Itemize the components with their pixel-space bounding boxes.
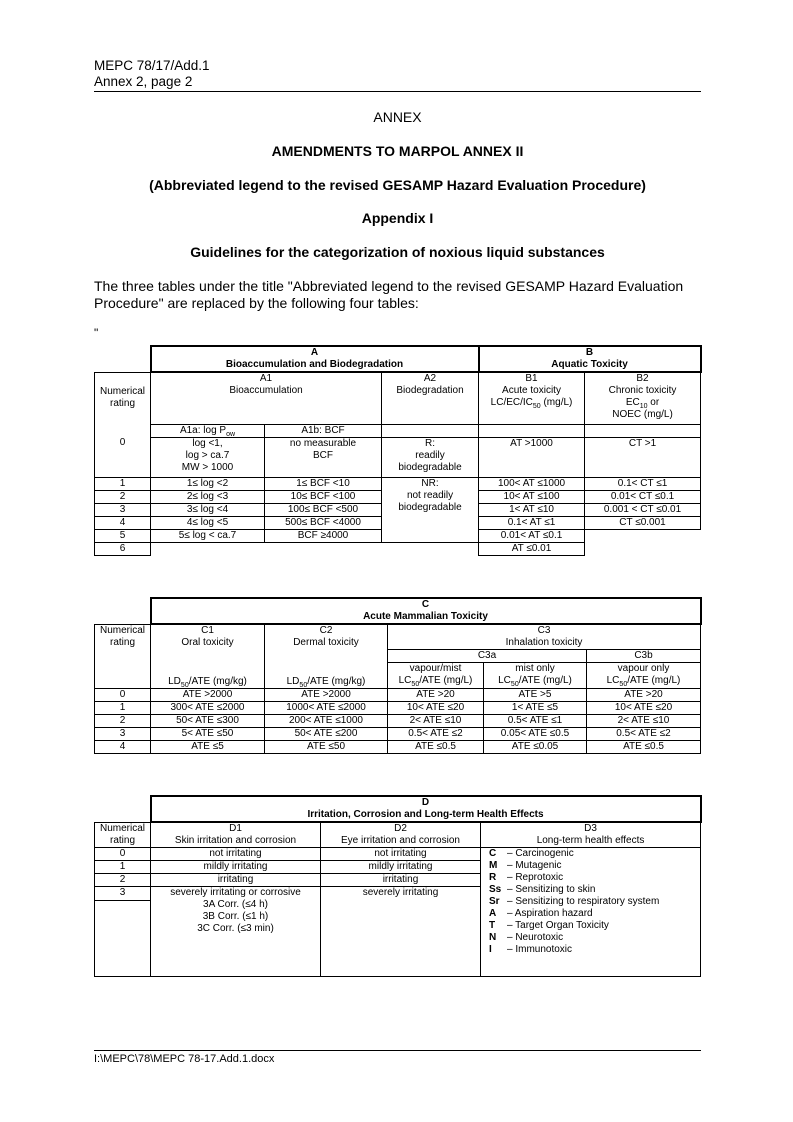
cell-d1: not irritating	[151, 848, 321, 861]
cell-d1: irritating	[151, 874, 321, 887]
cell-b1: 0.1< AT ≤1	[479, 516, 585, 529]
table-d	[94, 795, 702, 977]
header-d3: D3 Long-term health effects	[481, 822, 701, 848]
rating: 1	[95, 477, 151, 490]
cell-b1-0: AT >1000	[479, 437, 585, 477]
cell-c3b: 0.5< ATE ≤2	[587, 728, 701, 741]
effect-item: N – Neurotoxic	[489, 932, 564, 943]
cell-c1: ATE >2000	[151, 689, 265, 702]
rating-0: 0	[95, 437, 151, 477]
cell-c3a-mo: 0.05< ATE ≤0.5	[484, 728, 587, 741]
rating: 3	[95, 503, 151, 516]
cell-c3b: 10< ATE ≤20	[587, 702, 701, 715]
rating: 2	[95, 715, 151, 728]
cell-d2: not irritating	[321, 848, 481, 861]
cell-c2: 1000< ATE ≤2000	[265, 702, 388, 715]
header-c2-unit: $LD_{50}$/ATE (mg/kg)	[265, 650, 388, 689]
cell-d2: irritating	[321, 874, 481, 887]
cell-a1a: 4≤ log <5	[151, 516, 265, 529]
effect-item: Sr – Sensitizing to respiratory system	[489, 896, 660, 907]
cell-d1: mildly irritating	[151, 861, 321, 874]
cell-b2: 0.001 < CT ≤0.01	[585, 503, 701, 516]
numerical-rating-header: Numerical rating	[95, 822, 151, 848]
cell-a1a: 1≤ log <2	[151, 477, 265, 490]
header-c3: C3 Inhalation toxicity	[388, 624, 701, 650]
rating: 0	[95, 689, 151, 702]
header-a2: A2 Biodegradation	[382, 372, 479, 424]
effect-item: A – Aspiration hazard	[489, 908, 593, 919]
effect-item: T – Target Organ Toxicity	[489, 920, 609, 931]
cell-c1: 5< ATE ≤50	[151, 728, 265, 741]
cell-c3a-mo: ATE ≤0.05	[484, 741, 587, 754]
cell-a1b-0: no measurable BCF	[265, 437, 382, 477]
rating: 5	[95, 529, 151, 542]
cell-c1: ATE ≤5	[151, 741, 265, 754]
doc-ref: MEPC 78/17/Add.1	[94, 58, 210, 73]
rating: 1	[95, 702, 151, 715]
rating: 0	[95, 848, 151, 861]
header-a1: A1 Bioaccumulation	[151, 372, 382, 424]
cell-a1b: 1≤ BCF <10	[265, 477, 382, 490]
document-subtitle: (Abbreviated legend to the revised GESAMP Hazard Evaluation Procedure)	[149, 177, 646, 193]
cell-a1a: 3≤ log <4	[151, 503, 265, 516]
numerical-rating-header: Numerical rating	[95, 624, 151, 663]
quote-mark: "	[94, 326, 99, 340]
cell-a1b: 10≤ BCF <100	[265, 490, 382, 503]
header-b1: B1 Acute toxicity $LC/EC/IC_{50}$ (mg/L)	[479, 372, 585, 424]
header-rule	[94, 91, 701, 92]
appendix-title: Appendix I	[361, 210, 434, 226]
effect-item: M – Mutagenic	[489, 860, 562, 871]
cell-c3a-mo: ATE >5	[484, 689, 587, 702]
rating: 3	[95, 887, 151, 901]
effect-item: I – Immunotoxic	[489, 944, 573, 955]
header-c3b: C3b	[587, 650, 701, 663]
cell-c3b: ATE >20	[587, 689, 701, 702]
cell-c3b: ATE ≤0.5	[587, 741, 701, 754]
header-a1a: A1a: $\log P_{ow}$	[151, 424, 265, 437]
header-b2: B2 Chronic toxicity $EC_{10}$ or NOEC (mg/L)	[585, 372, 701, 424]
header-a: A Bioaccumulation and Biodegradation	[151, 346, 479, 372]
header-d: D Irritation, Corrosion and Long-term Health Effects	[151, 796, 701, 822]
cell-b1: 10< AT ≤100	[479, 490, 585, 503]
page-ref: Annex 2, page 2	[94, 74, 193, 89]
cell-a1b: BCF ≥4000	[265, 529, 382, 542]
cell-b2: CT ≤0.001	[585, 516, 701, 529]
cell-c1: 300< ATE ≤2000	[151, 702, 265, 715]
cell-b2-0: CT >1	[585, 437, 701, 477]
cell-b2: 0.01< CT ≤0.1	[585, 490, 701, 503]
cell-c1: 50< ATE ≤300	[151, 715, 265, 728]
header-c3a: C3a	[388, 650, 587, 663]
cell-c3a-mo: 0.5< ATE ≤1	[484, 715, 587, 728]
guidelines-title: Guidelines for the categorization of noxious liquid substances	[190, 244, 605, 260]
document-title: AMENDMENTS TO MARPOL ANNEX II	[271, 143, 524, 159]
header-b: B Aquatic Toxicity	[479, 346, 701, 372]
cell-c2: 50< ATE ≤200	[265, 728, 388, 741]
cell-c3a-vm: 2< ATE ≤10	[388, 715, 484, 728]
header-d1: D1 Skin irritation and corrosion	[151, 822, 321, 848]
cell-b1: 100< AT ≤1000	[479, 477, 585, 490]
header-c3a-vm: vapour/mist $LC_{50}$/ATE (mg/L)	[388, 663, 484, 689]
rating: 6	[95, 542, 151, 555]
rating: 2	[95, 874, 151, 887]
header-c3a-mo: mist only $LC_{50}$/ATE (mg/L)	[484, 663, 587, 689]
cell-d2-3: severely irritating	[321, 887, 481, 977]
cell-c3a-vm: ATE >20	[388, 689, 484, 702]
cell-c2: ATE >2000	[265, 689, 388, 702]
cell-d2: mildly irritating	[321, 861, 481, 874]
cell-a1a: 5≤ log < ca.7	[151, 529, 265, 542]
cell-c3a-vm: 10< ATE ≤20	[388, 702, 484, 715]
cell-b1: AT ≤0.01	[479, 542, 585, 555]
cell-a1b: 100≤ BCF <500	[265, 503, 382, 516]
rating: 3	[95, 728, 151, 741]
header-d2: D2 Eye irritation and corrosion	[321, 822, 481, 848]
cell-d3-list	[481, 848, 701, 977]
annex-label: ANNEX	[373, 109, 422, 125]
header-a1b: A1b: BCF	[265, 424, 382, 437]
cell-c3a-vm: 0.5< ATE ≤2	[388, 728, 484, 741]
footer-path: I:\MEPC\78\MEPC 78-17.Add.1.docx	[94, 1053, 275, 1065]
effect-item: Ss – Sensitizing to skin	[489, 884, 596, 895]
cell-a1b: 500≤ BCF <4000	[265, 516, 382, 529]
table-ab	[94, 345, 702, 556]
header-c: C Acute Mammalian Toxicity	[151, 598, 701, 624]
footer-rule	[94, 1050, 701, 1051]
header-c1: C1 Oral toxicity	[151, 624, 265, 650]
table-c	[94, 597, 702, 754]
rating: 1	[95, 861, 151, 874]
numerical-rating-header: Numerical rating	[95, 372, 151, 424]
cell-b1: 1< AT ≤10	[479, 503, 585, 516]
cell-c2: 200< ATE ≤1000	[265, 715, 388, 728]
header-c3b-vo: vapour only $LC_{50}$/ATE (mg/L)	[587, 663, 701, 689]
cell-b1: 0.01< AT ≤0.1	[479, 529, 585, 542]
cell-a2-0: R: readily biodegradable	[382, 437, 479, 477]
cell-c3a-mo: 1< ATE ≤5	[484, 702, 587, 715]
cell-c3b: 2< ATE ≤10	[587, 715, 701, 728]
page-header	[94, 58, 210, 90]
rating: 4	[95, 516, 151, 529]
cell-a1a-0: log <1, log > ca.7 MW > 1000	[151, 437, 265, 477]
cell-c2: ATE ≤50	[265, 741, 388, 754]
cell-a1a: 2≤ log <3	[151, 490, 265, 503]
intro-paragraph: The three tables under the title "Abbreviated legend to the revised GESAMP Hazard Evaluation Procedure" are replaced by the following four tables:	[94, 278, 684, 311]
cell-b2: 0.1< CT ≤1	[585, 477, 701, 490]
cell-c3a-vm: ATE ≤0.5	[388, 741, 484, 754]
header-c1-unit: $LD_{50}$/ATE (mg/kg)	[151, 650, 265, 689]
effect-item: C – Carcinogenic	[489, 848, 574, 859]
rating: 2	[95, 490, 151, 503]
cell-a2-nr: NR: not readily biodegradable	[382, 477, 479, 542]
cell-d1-3: severely irritating or corrosive 3A Corr. (≤4 h) 3B Corr. (≤1 h) 3C Corr. (≤3 min)	[151, 887, 321, 977]
header-c2: C2 Dermal toxicity	[265, 624, 388, 650]
effect-item: R – Reprotoxic	[489, 872, 564, 883]
rating: 4	[95, 741, 151, 754]
